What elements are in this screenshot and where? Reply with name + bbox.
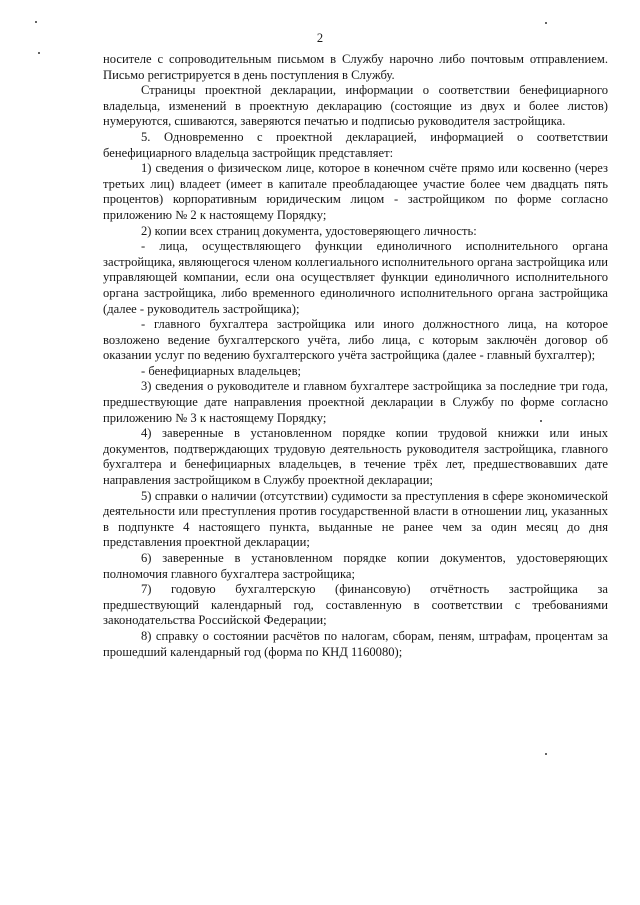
paragraph-pages-numbering: Страницы проектной декларации, информации о соответствии бенефициарного владельца, изменений в проектную декларацию (состоящие из двух и более листов) нумеруются, сшиваются, заверяются печатью и подписью руководителя застройщика. (103, 83, 608, 129)
scan-speck (545, 22, 547, 24)
paragraph-item-5: 5. Одновременно с проектной декларацией, информацией о соответствии бенефициарного владельца застройщик представляет: (103, 129, 608, 160)
paragraph-continuation: носителе с сопроводительным письмом в Службу нарочно либо почтовым отправлением. Письмо регистрируется в день поступления в Службу. (103, 52, 608, 82)
document-body (103, 52, 608, 660)
page-number: 2 (316, 31, 324, 45)
scan-speck (540, 420, 542, 422)
list-item-3: 3) сведения о руководителе и главном бухгалтере застройщика за последние три года, предшествующие дате направления проектной декларации в Службу по форме согласно приложению № 3 к настоящему Порядку; (103, 379, 608, 425)
list-item-6: 6) заверенные в установленном порядке копии документов, удостоверяющих полномочия главного бухгалтера застройщика; (103, 551, 608, 581)
list-item-1: 1) сведения о физическом лице, которое в конечном счёте прямо или косвенно (через третьих лиц) владеет (имеет в капитале преобладающее участие более чем двадцать пять процентов) корпоративным юридическим лицом - застройщиком по форме согласно приложению № 2 к настоящему Порядку; (103, 161, 608, 222)
list-item-2: 2) копии всех страниц документа, удостоверяющего личность: (141, 223, 477, 238)
list-item-5: 5) справки о наличии (отсутствии) судимости за преступления в сфере экономической деятельности или преступления против государственной власти в отношении лиц, указанных в подпункте 4 настоящего пункта, выданные не ранее чем за один месяц до дня представления проектной декларации; (103, 488, 608, 550)
scan-speck (38, 52, 40, 54)
list-item-4: 4) заверенные в установленном порядке копии трудовой книжки или иных документов, подтверждающих трудовую деятельность руководителя застройщика, главного бухгалтера и бенефициарных владельцев, в течение трёх лет, предшествовавших дате направления застройщиком в Службу проектной декларации; (103, 426, 608, 488)
scan-speck (35, 21, 37, 23)
list-item-2-dash-beneficiaries: - бенефициарных владельцев; (141, 363, 302, 378)
scan-speck (545, 753, 547, 755)
list-item-8: 8) справку о состоянии расчётов по налогам, сборам, пеням, штрафам, процентам за прошедший календарный год (форма по КНД 1160080); (103, 628, 608, 659)
list-item-7: 7) годовую бухгалтерскую (финансовую) отчётность застройщика за предшествующий календарный год, составленную в соответствии с требованиями законодательства Российской Федерации; (103, 582, 608, 628)
list-item-2-dash-head: - лица, осуществляющего функции единоличного исполнительного органа застройщика, являющегося членом коллегиального исполнительного органа застройщика или управляющей компании, если она осуществляет функции единоличного исполнительного органа застройщика, либо временного единоличного исполнительного органа застройщика (далее - руководитель застройщика); (103, 239, 608, 316)
list-item-2-dash-accountant: - главного бухгалтера застройщика или иного должностного лица, на которое возложено ведение бухгалтерского учёта, либо лица, с которым заключён договор об оказании услуг по ведению бухгалтерского учёта застройщика (далее - главный бухгалтер); (103, 317, 608, 363)
